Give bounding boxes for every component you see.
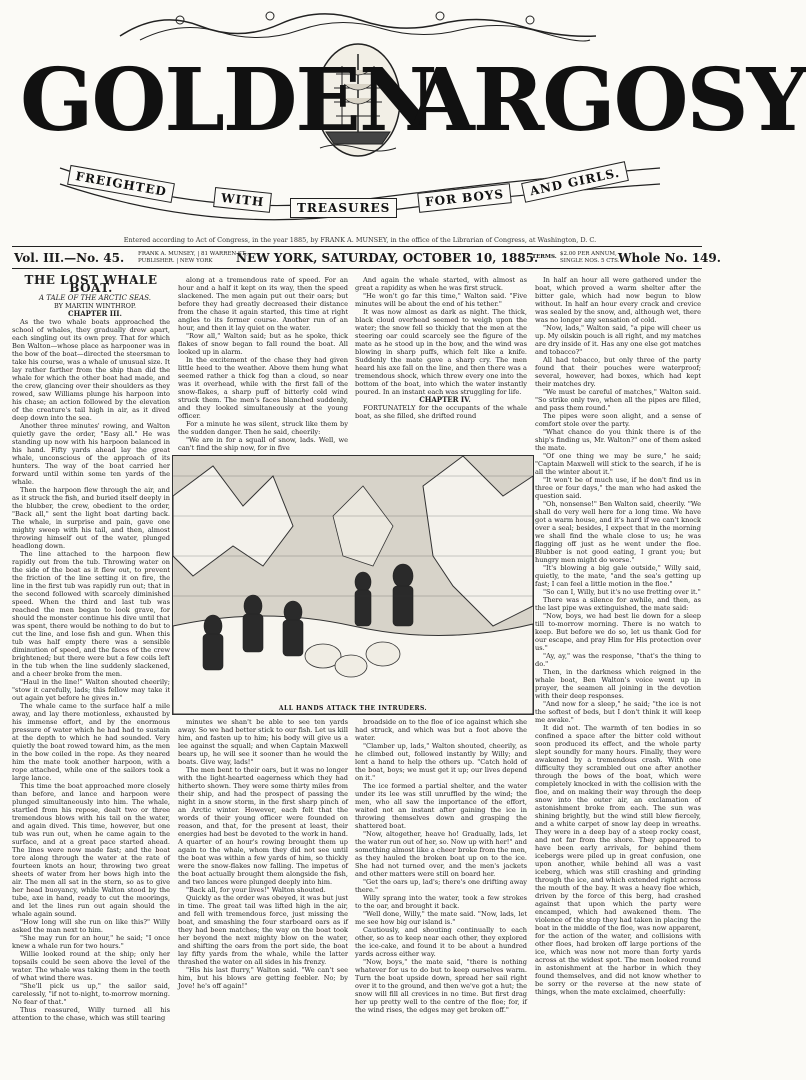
paragraph: "He won't go far this time," Walton said. "Five minutes will be about the end of his tether." bbox=[355, 292, 527, 308]
paragraph: The pipes were soon alight, and a sense of comfort stole over the party. bbox=[535, 412, 701, 428]
paragraph: Quickly as the order was obeyed, it was but just in time. The great tail was lifted high in the air, and fell with tremendous force, just missing the boat, and smashing the four starboard oars as if they had been matches; the way on the boat took her beyond the next mighty blow on the water, and shifting the oars from the port side, the boat lay fifty yards from the whale, while the latter thrashed the water on all sides in his frenzy. bbox=[178, 894, 348, 966]
paragraph: It did not. The warmth of ten bodies in so confined a space after the bitter cold without soon produced its effect, and the whole party slept soundly for many hours. Finally, they were awakened by a tremendous crash. With one difficulty they scrambled out one after another through the bows of the boat, which were completely knocked in with the collision with the floe, and on making their way through the deep snow into the outer air, an exclamation of astonishment broke from each. The sun was shining brightly, but the wind still blew fiercely, and a white carpet of snow lay deep in wreaths. They were in a deep bay of a steep rocky coast, and not far from the shore. They appeared to have been early arrivals, for behind them icebergs were piled up in great confusion, one upon another, while behind all was a vast iceberg, which was still crashing and grinding through the ice, and which extended right across the mouth of the bay. It was a heavy floe which, driven by the force of this berg, had crashed against that upon which the party were encamped, which had awakened them. The violence of the stop they had taken in placing the boat in the middle of the floe, was now apparent, for the action of the water, and collisions with other floes, had broken off large portions of the ice, which was now not more than forty yards across at the widest spot. The men looked round in astonishment at the harbor in which they found themselves, and did not know whether to be sorry or the reverse at the new state of things, when the mate exclaimed, cheerfully: bbox=[535, 724, 701, 996]
whole-number: Whole No. 149. bbox=[618, 251, 721, 265]
paragraph: "Oh, nonsense!" Ben Walton said, cheerily. "We shall do very well here for a long time. We have got a warm house, and it's hard if we can't knock over a seal; besides, I expect that in the morning we shall find the whale close to us; he was flagging off just as he went under the floe. Blubber is not good eating, I grant you; but hungry men might do worse." bbox=[535, 500, 701, 564]
paragraph: As the two whale boats approached the school of whales, they gradually drew apart, each singling out its own prey. That for which Ben Walton—whose place as harpooner was in the bow of the boat—directed the steersman to take his course, was a whale of unusual size. It lay rather farther from the ship than did the whale for which the other boat had made, and the crew, glancing over their shoulders as they rowed, saw Williams plunge his harpoon into his chase; an action followed by the elevation of the creature's tail high in air, as it dived deep down into the sea. bbox=[12, 318, 170, 422]
header-rule-top bbox=[12, 246, 702, 247]
paragraph: "So can I, Willy, but it's no use fretting over it." bbox=[543, 588, 701, 596]
illustration bbox=[172, 455, 534, 715]
article-subtitle: A TALE OF THE ARCTIC SEAS. bbox=[39, 294, 151, 302]
paragraph: "Of one thing we may be sure," he said; "Captain Maxwell will stick to the search, if he is all the winter about it." bbox=[535, 452, 701, 476]
paragraph: Then, in the darkness which reigned in the whale boat, Ben Walton's voice went up in prayer, the seamen all joining in the devotion with their deep responses. bbox=[535, 668, 701, 700]
column-1 bbox=[12, 273, 170, 1074]
paragraph: The men bent to their oars, but it was no longer with the light-hearted eagerness which they had hitherto shown. They were some thirty miles from their ship, and had the prospect of passing the night in a snow storm, in the first sharp pinch of an Arctic winter. However, each felt that the words of their young officer were founded on reason, and that, for the present at least, their energies had best be devoted to the work in hand. A quarter of an hour's rowing brought them up again to the whale, whom they did not see until the boat was within a few yards of him, so thickly were the snow-flakes now falling. The impetus of the boat actually brought them alongside the fish, and two lances were plunged deeply into him. bbox=[178, 766, 348, 886]
publisher-line-1: FRANK A. MUNSEY, | 81 WARREN ST., bbox=[138, 251, 249, 257]
header-rule-bottom bbox=[12, 268, 702, 269]
paragraph: "Now, boys," the mate said, "there is nothing whatever for us to do but to keep ourselves warm. Turn the boat upside down, spread her sail right over it to the ground, and then we've got a hut; the snow will fill all crevices in no time. But first drag her up pretty well to the centre of the floe; for, if the wind rises, the edges may get broken off." bbox=[355, 958, 527, 1014]
paragraph: "And now for a sleep," he said; "the ice is not the softest of beds, but I don't think it will keep me awake." bbox=[535, 700, 701, 724]
volume-number: Vol. III.—No. 45. bbox=[14, 251, 125, 265]
illustration-caption: ALL HANDS ATTACK THE INTRUDERS. bbox=[278, 705, 428, 712]
ribbon-with: WITH bbox=[213, 187, 272, 213]
paragraph: For a minute he was silent, struck like them by the sudden danger. Then he said, cheerily: bbox=[178, 420, 348, 436]
paragraph: "We are in for a squall of snow, lads. Well, we can't find the ship now, for in five bbox=[178, 436, 348, 452]
paragraph: This time the boat approached more closely than before, and lance and harpoon were plunged simultaneously into him. The whale, startled from his repose, dealt two or three tremendous blows with his tail on the water, and again dived. This time, however, but one tub was run out, when he came again to the surface, and at a great pace started ahead. The lines were now made fast; and the boat tore along through the water at the rate of fourteen knots an hour, throwing two great sheets of water from her bows high into the air. The men all sat in the stern, so as to give her head buoyancy, while Walton stood by the tube, axe in hand, ready to cut the moorings, and let the lines run out again should the whale again sound. bbox=[12, 782, 170, 918]
paragraph: Willy sprang into the water, took a few strokes to the oar, and brought it back. bbox=[355, 894, 527, 910]
publisher-line-2: PUBLISHER. | NEW YORK bbox=[138, 258, 213, 264]
column-3-bottom bbox=[355, 718, 527, 1074]
masthead-title-left: GOLDEN bbox=[20, 50, 436, 151]
paragraph: "Clamber up, lads," Walton shouted, cheerily, as he climbed out, followed instantly by Willy; and lent a hand to help the others up. "Catch hold of the boat, boys; we must get it up; our lives depend on it." bbox=[355, 742, 527, 782]
paragraph: broadside on to the floe of ice against which she had struck, and which was but a foot above the water. bbox=[355, 718, 527, 742]
paragraph: It was now almost as dark as night. The thick, black cloud overhead seemed to weigh upon the water; the snow fell so thickly that the men at the steering oar could scarcely see the figure of the mate as he stood up in the bow, and the wind was blowing in sharp puffs, which felt like a knife. Suddenly the mate gave a sharp cry. The men heard his axe fall on the line, and then there was a tremendous shock, which threw every one into the bottom of the boat, into which the water instantly poured. In an instant each was struggling for life. bbox=[355, 308, 527, 396]
paragraph: "It's blowing a big gale outside," Willy said, quietly, to the mate, "and the sea's getting up fast; I can feel a little motion in the floe." bbox=[535, 564, 701, 588]
paragraph: Cautiously, and shouting continually to each other, so as to keep near each other, they explored the ice-cake, and found it to be about a hundred yards across either way. bbox=[355, 926, 527, 958]
column-2-bottom bbox=[178, 718, 348, 1074]
column-3-top bbox=[355, 276, 527, 452]
decorative-frieze bbox=[120, 6, 596, 42]
terms-single: SINGLE NOS. 5 CTS. bbox=[560, 258, 620, 264]
paragraph: And again the whale started, with almost as great a rapidity as when he was first struck. bbox=[355, 276, 527, 292]
info-bar bbox=[12, 248, 721, 268]
paragraph: "Back all, for your lives!" Walton shouted. bbox=[186, 886, 326, 894]
terms-label: TERMS. bbox=[532, 254, 557, 260]
column-2-body bbox=[178, 276, 348, 452]
column-2-bottom-body bbox=[178, 718, 348, 990]
issue-date: NEW YORK, SATURDAY, OCTOBER 10, 1885. bbox=[236, 251, 539, 265]
column-3-bottom-body bbox=[355, 718, 527, 1014]
paragraph: Then the harpoon flew through the air, and as it struck the fish, and buried itself deeply in the blubber, the crew, obedient to the order, "Back all," sent the light boat darting back. The whale, in surprise and pain, gave one mighty sweep with his tail, and then, almost throwing himself out of the water, plunged headlong down. bbox=[12, 486, 170, 550]
copyright-notice: Entered according to Act of Congress, in the year 1885, by FRANK A. MUNSEY, in the office of the Librarian of Congress, at Washington, D. C. bbox=[123, 236, 597, 244]
paragraph: "Now, altogether, heave ho! Gradually, lads, let the water run out of her, so. Now up with her!" and something almost like a cheer broke from the men, as they hauled the broken boat up on to the ice. She had not turned over, and the men's jackets and other matters were still on board her. bbox=[355, 830, 527, 878]
paragraph: FORTUNATELY for the occupants of the whale boat, as she filled, she drifted round bbox=[355, 404, 527, 420]
chapter-heading: CHAPTER III. bbox=[68, 309, 122, 318]
ribbon-and-girls: AND GIRLS. bbox=[521, 161, 628, 203]
paragraph: "It won't be of much use, if he don't find us in three or four days," the man who had asked the question said. bbox=[535, 476, 701, 500]
paragraph: "Haul in the line!" Walton shouted cheerily; "stow it carefully, lads; this fellow may take it out again yet before he gives in." bbox=[12, 678, 170, 702]
article-title: THE LOST WHALE BOAT. bbox=[24, 273, 158, 295]
column-4-body bbox=[535, 276, 701, 996]
column-1-body bbox=[12, 318, 170, 1022]
ribbon-freighted: FREIGHTED bbox=[67, 165, 175, 203]
paragraph: "Row all," Walton said; but as he spoke, thick flakes of snow began to fall round the boat. All looked up in alarm. bbox=[178, 332, 348, 356]
paragraph: "We must be careful of matches," Walton said. "So strike only two, when all the pipes are filled, and pass them round." bbox=[535, 388, 701, 412]
paragraph: Another three minutes' rowing, and Walton quietly gave the order, "Easy all." He was standing up now with his harpoon balanced in his hand. Fifty yards ahead lay the great whale, unconscious of the approach of its hunters. The way of the boat carried her forward until within some ten yards of the whale. bbox=[12, 422, 170, 486]
paragraph: "Well done, Willy," the mate said. "Now, lads, let me see how big our island is." bbox=[355, 910, 527, 926]
paragraph: All had tobacco, but only three of the party found that their pouches were waterproof; several, however, had boxes, which had kept their matches dry. bbox=[535, 356, 701, 388]
paragraph: The line attached to the harpoon flew rapidly out from the tub. Throwing water on the side of the boat as it flew out, to prevent the friction of the line setting it on fire, the line in the first tub was rapidly run out; that in the second followed with scarcely diminished speed. When the third and last tub was reached the men began to look grave, for should the monster continue his dive until that was spent, there would be nothing to do but to cut the line, and lose fish and gun. When this tub was half empty there was a sensible diminution of speed, and the faces of the crew brightened; but there were but a few coils left in the tub when the line suddenly slackened, and a cheer broke from the men. bbox=[12, 550, 170, 678]
paragraph: "Get the oars up, lad's; there's one drifting away there." bbox=[355, 878, 527, 894]
article-byline: BY MARTIN WINTHROP. bbox=[53, 302, 137, 310]
terms-price: $2.00 PER ANNUM, bbox=[560, 251, 617, 257]
paragraph: "Now, boys, we had best lie down for a sleep till to-morrow morning. There is no watch to keep. But before we do so, let us thank God for our escape, and pray Him for His protection over us." bbox=[535, 612, 701, 652]
paragraph: The whale came to the surface half a mile away, and lay there motionless, exhausted by his immense effort, and by the enormous pressure of water which he had had to sustain at the depth to which he had sounded. Very quietly the boat rowed toward him, as the men in the bow coiled in the rope. As they neared him the mate took another harpoon, with a rope attached, while one of the sailors took a large lance. bbox=[12, 702, 170, 782]
paragraph: "How long will she run on like this?" Willy asked the man next to him. bbox=[12, 918, 170, 934]
paragraph: "His his last flurry," Walton said. "We can't see him, but his blows are getting feebler. No; by Jove! he's off again!" bbox=[178, 966, 348, 990]
paragraph: The ice formed a partial shelter, and the water under its lee was still unruffled by the wind; the men, who all saw the importance of the effort, waited not an instant after gaining the ice in throwing themselves down and grasping the shattered boat. bbox=[355, 782, 527, 830]
paragraph: "Now, lads," Walton said, "a pipe will cheer us up. My oilskin pouch is all right, and my matches are dry inside of it. Has any one else got matches and tobacco?" bbox=[535, 324, 701, 356]
paragraph: In the excitement of the chase they had given little heed to the weather. Above them hung what seemed rather a thick fog than a cloud, so near was it overhead, while with the first fall of the snow-flakes, a sharp puff of bitterly cold wind struck them. The men's faces blanched suddenly, and they looked simultaneously at the young officer. bbox=[178, 356, 348, 420]
paragraph: "What chance do you think there is of the ship's finding us, Mr. Walton?" one of them asked the mate. bbox=[535, 428, 701, 452]
ribbon-treasures: TREASURES bbox=[290, 198, 397, 218]
ribbon-for-boys: FOR BOYS bbox=[417, 183, 512, 213]
column-3-body bbox=[355, 276, 527, 420]
paragraph: There was a silence for awhile, and then, as the last pipe was extinguished, the mate said: bbox=[535, 596, 701, 612]
paragraph: "She'll pick us up," the sailor said, carelessly, "if not to-night, to-morrow morning. No fear of that." bbox=[12, 982, 170, 1006]
paragraph: Thus reassured, Willy turned all his attention to the chase, which was still tearing bbox=[12, 1006, 170, 1022]
paragraph: "Ay, ay," was the response, "that's the thing to do." bbox=[535, 652, 701, 668]
masthead bbox=[0, 0, 806, 236]
chapter-heading-4: CHAPTER IV. bbox=[419, 395, 471, 404]
arctic-scene-illustration bbox=[173, 456, 533, 714]
masthead-title-right: ARGOSY bbox=[408, 50, 806, 151]
paragraph: along at a tremendous rate of speed. For an hour and a half it kept on its way, then the speed slackened. The men again put out their oars; but before they had greatly decreased their distance from the chase it again started, this time at right angles to its former course. Another run of an hour, and then it lay quiet on the water. bbox=[178, 276, 348, 332]
column-2-top bbox=[178, 276, 348, 452]
paragraph: In half an hour all were gathered under the boat, which proved a warm shelter after the bitter gale, which had now begun to blow without. In half an hour every crack and crevice was sealed by the snow, and, although wet, there was no longer any sensation of cold. bbox=[535, 276, 701, 324]
paragraph: "She may run for an hour," he said; "I once knew a whale run for two hours." bbox=[12, 934, 170, 950]
paragraph: Willie looked round at the ship; only her topsails could be seen above the level of the water. The whale was taking them in the teeth of what wind there was. bbox=[12, 950, 170, 982]
column-4 bbox=[535, 276, 701, 1074]
paragraph: minutes we shan't be able to see ten yards away. So we had better stick to our fish. Let us kill him, and fasten up to him; his body will give us a lee against the squall; and when Captain Maxwell bears up, he will see it sooner than he would the boats. Give way, lads!" bbox=[178, 718, 348, 766]
